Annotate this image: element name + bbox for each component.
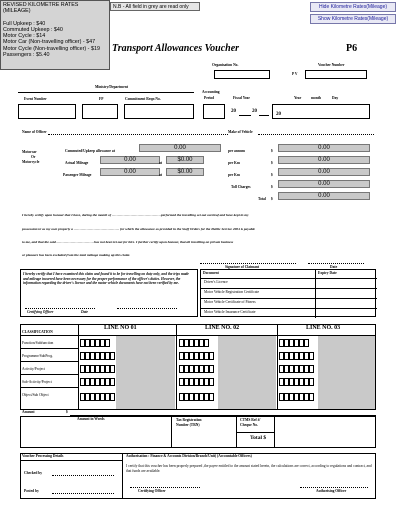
ministry-field[interactable] xyxy=(18,92,194,96)
rates-title: REVISED KILOMETRE RATES (MILEAGE) xyxy=(3,2,79,15)
line-01-header: LINE NO 01 xyxy=(104,325,137,331)
result-actual: 0.00 xyxy=(278,156,370,164)
period-label: Period xyxy=(204,96,215,100)
checked-by-label: Checked by xyxy=(24,471,43,475)
code-cell[interactable] xyxy=(209,393,214,401)
passenger-mileage-value: 0.00 xyxy=(100,168,160,176)
code-cell[interactable] xyxy=(110,352,115,360)
document-header: Document xyxy=(203,271,219,275)
claimant-signature-label: Signature of Claimant xyxy=(225,265,260,269)
declaration-line-3: to me, and that the said……………………………has not been let out for hire. I further certify upon honour, that all travelling on private business xyxy=(22,240,234,244)
code-cell[interactable] xyxy=(304,339,309,347)
rates-line: Motor Car (Non-travelling officer) - $47 xyxy=(3,39,96,46)
code-cell[interactable] xyxy=(110,378,115,386)
documents-table xyxy=(200,269,376,317)
date-year-prefix: 20 xyxy=(276,112,281,117)
code-cell[interactable] xyxy=(204,339,209,347)
row-activity: Activity/Project xyxy=(22,367,45,371)
rates-line: Motor Cycle : $14 xyxy=(3,33,46,40)
accounting-label: Accounting xyxy=(202,90,220,94)
line-01-codes xyxy=(116,336,175,409)
motorcar-label: Motorcar xyxy=(22,150,37,154)
amount-in-words-label: Amount in Words xyxy=(77,417,105,421)
row-function: Function/Subfunction xyxy=(22,341,54,345)
trn-label: Tax Registration Number (TRN) xyxy=(176,418,202,427)
rates-line: Motor Cycle (Non-travelling officer) - $19 xyxy=(3,45,100,52)
certification-box xyxy=(20,269,198,317)
doc-drivers-licence: Driver's Licence xyxy=(204,280,228,284)
passenger-mileage-label: Passenger Mileage xyxy=(63,173,92,177)
certifying-officer-sign-label: Certifying Officer xyxy=(138,489,166,493)
fp-label: FP xyxy=(99,97,104,101)
row-subactivity: Sub-Activity/Project xyxy=(22,380,52,384)
actual-per-km-label: per Km xyxy=(228,161,240,165)
fiscal-year-prefix: 20 xyxy=(231,109,236,114)
code-cell[interactable] xyxy=(309,352,314,360)
result-toll: 0.00 xyxy=(278,180,370,188)
code-cell[interactable] xyxy=(209,378,214,386)
fp-field[interactable] xyxy=(82,104,118,119)
kilometre-rates-panel xyxy=(0,0,110,70)
authorisation-title: Authorisation : Finance & Accounts Division/Branch/Unit) (Accountable Officers) xyxy=(126,454,252,458)
actual-at-label: at xyxy=(159,161,162,165)
month-label: month xyxy=(311,96,321,100)
code-cell[interactable] xyxy=(309,378,314,386)
amount-dollar: $ xyxy=(66,410,68,414)
posted-by-label: Posted by xyxy=(24,489,39,493)
commuted-label: Commuted/Upkeep allowance at xyxy=(65,149,115,153)
amount-label: Amount xyxy=(22,410,35,414)
line-02-header: LINE NO. 02 xyxy=(205,325,240,331)
year-label: Year xyxy=(294,96,302,100)
voucher-title: Transport Allowances Voucher xyxy=(112,43,240,54)
code-cell[interactable] xyxy=(110,393,115,401)
row-object: Object/Sub Object xyxy=(22,393,49,397)
dollar-sign: $ xyxy=(271,149,273,153)
commitment-field[interactable] xyxy=(124,104,194,119)
actual-mileage-value: 0.00 xyxy=(100,156,160,164)
motorcycle-label: Motorcycle xyxy=(22,160,40,164)
declaration-line-2: possession/or as my own property a ………………………………… for which the allowance as provided in the Staff Orders for the Public Service 2004 is payable xyxy=(22,227,255,231)
expiry-header: Expiry Date xyxy=(318,271,337,275)
doc-fitness: Motor Vehicle Certificate of Fitness xyxy=(204,300,256,304)
code-cell[interactable] xyxy=(309,365,314,373)
passenger-at-label: at xyxy=(159,173,162,177)
line-03-codes xyxy=(318,336,375,409)
code-cell[interactable] xyxy=(209,365,214,373)
event-number-label: Event Number xyxy=(24,97,47,101)
dollar-sign: $ xyxy=(271,173,273,177)
or-label: Or xyxy=(31,155,36,159)
make-of-vehicle-label: Make of Vehicle xyxy=(228,130,253,134)
classification-header: CLASSIFICATION xyxy=(22,330,53,334)
doc-insurance: Motor Vehicle Insurance Certificate xyxy=(204,310,256,314)
code-cell[interactable] xyxy=(209,352,214,360)
form-number: P6 xyxy=(346,43,358,54)
code-cell[interactable] xyxy=(110,365,115,373)
certifying-officer-label: Certifying Officer xyxy=(27,310,54,314)
authorisation-text: I certify that this voucher has been properly prepared ,the payee entitled to the amount stated herein, the calculations are correct, according to regulations and contract, and that funds are available. xyxy=(126,464,372,473)
day-label: Day xyxy=(332,96,339,100)
voucher-number-label: Voucher Number xyxy=(318,63,345,67)
commitment-label: Commitment Reqn No. xyxy=(125,97,161,101)
result-passenger: 0.00 xyxy=(278,168,370,176)
toll-charges-label: Toll Charges xyxy=(231,185,251,189)
officer-name-label: Name of Officer xyxy=(22,130,47,134)
total-label: Total xyxy=(258,197,266,201)
rates-line: Full Upkeep : $40 xyxy=(3,20,46,27)
result-total: 0.00 xyxy=(278,192,370,200)
certify-date-label: Date xyxy=(81,310,88,314)
line-02-codes xyxy=(218,336,276,409)
event-number-field[interactable] xyxy=(18,104,76,119)
result-commuted: 0.00 xyxy=(278,144,370,152)
rates-line: Passengers : $5.40 xyxy=(3,52,50,59)
doc-registration: Motor Vehicle Registration Certificate xyxy=(204,290,260,294)
per-annum-label: per annum xyxy=(228,149,245,153)
code-cell[interactable] xyxy=(309,393,314,401)
row-programme: Programme/SubProg. xyxy=(22,354,54,358)
commuted-amount: 0.00 xyxy=(139,144,221,152)
actual-rate-value: $0.00 xyxy=(166,156,204,164)
actual-mileage-label: Actual Mileage xyxy=(65,161,89,165)
fiscal-year-label: Fiscal Year xyxy=(233,96,250,100)
declaration-line-4: or pleasure has been excluded from the total mileage making up this claim xyxy=(22,253,130,257)
dollar-sign: $ xyxy=(271,161,273,165)
ctms-label: CTMS Ref #/ Cheque No. xyxy=(240,418,261,427)
passenger-per-km-label: per Km xyxy=(228,173,240,177)
org-no-label: Organisation No. xyxy=(212,63,239,67)
dollar-sign: $ xyxy=(271,185,273,189)
rates-line: Commuted Upkeep : $40 xyxy=(3,26,63,33)
line-03-header: LINE NO. 03 xyxy=(306,325,341,331)
grand-total-label: Total $ xyxy=(250,435,267,441)
hide-rates-button[interactable]: Hide Kilometre Rates(Mileage) xyxy=(310,2,396,12)
date-field[interactable] xyxy=(272,104,370,119)
processing-details-label: Voucher Processing Details xyxy=(22,454,64,458)
declaration-line-1: I hereby certify upon honour that I have, during the month of ……………………………………performed the travelling set out overleaf and have kept in my xyxy=(22,213,249,217)
claimant-date-label: Date xyxy=(330,265,338,269)
period-field[interactable] xyxy=(203,104,225,119)
org-no-field[interactable] xyxy=(214,70,270,79)
dollar-sign: $ xyxy=(271,197,273,201)
voucher-number-field[interactable] xyxy=(305,70,367,79)
fiscal-year-prefix-2: 20 xyxy=(252,109,257,114)
code-cell[interactable] xyxy=(105,339,110,347)
certification-text: I hereby certify that I have examined this claim and found it to be for travelling on duty only, and the trips made and mileage incurred have been necessary for the proper performance of the officer's duties. However, the information regarding the driver's licence and the motor vehicle documents have not been verified by me. xyxy=(23,272,189,286)
authorising-officer-label: Authorising Officer xyxy=(316,489,347,493)
show-rates-button[interactable]: Show Kilometre Rates(Mileage) xyxy=(310,14,396,24)
read-only-notice: N.B - All field in grey are read only xyxy=(110,2,200,11)
ministry-label: Ministry/Department xyxy=(95,85,128,89)
pv-label: P V xyxy=(292,72,298,76)
passenger-rate-value: $0.00 xyxy=(166,168,204,176)
